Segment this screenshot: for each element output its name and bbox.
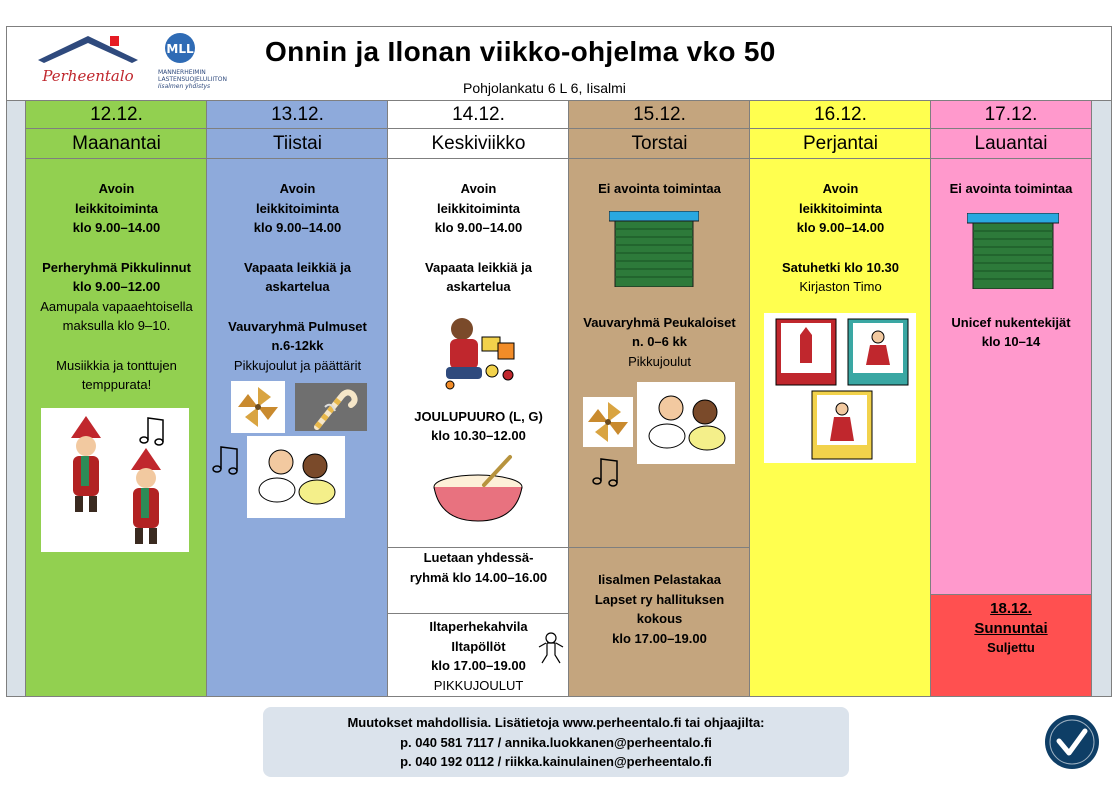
mll-line3: Iisalmen yhdistys	[158, 83, 211, 90]
day-column-tuesday	[206, 101, 388, 696]
contact-footer	[263, 707, 849, 777]
pinwheel-icon	[583, 397, 633, 447]
activity-line: Vapaata leikkiä ja	[244, 259, 351, 275]
day-column-thursday	[568, 101, 750, 696]
activity-line: Vapaata leikkiä ja	[425, 259, 532, 275]
day-date: 17.12.	[931, 101, 1091, 129]
mll-abbr: MLL	[166, 42, 194, 56]
closed-shutter-icon	[967, 213, 1059, 289]
activity-line: leikkitoiminta	[74, 200, 159, 216]
activity-line: Iltaperhekahvila	[429, 619, 528, 634]
sunday-box	[931, 594, 1091, 696]
activity-line: Satuhetki klo 10.30	[781, 259, 900, 275]
activity-line: PIKKUJOULUT	[433, 677, 524, 693]
day-date: 15.12.	[569, 101, 750, 129]
activity-line: Ei avointa toimintaa	[598, 181, 721, 196]
sunday-status: Suljettu	[987, 640, 1035, 655]
day-column-wednesday	[387, 101, 569, 696]
activity-line: maksulla klo 9–10.	[62, 318, 171, 333]
thursday-evening-box	[569, 547, 750, 696]
activity-line: temppurata!	[81, 377, 152, 392]
fairy-tale-cards-picture	[764, 313, 916, 463]
porridge-bowl-picture	[430, 451, 526, 527]
closed-shutter-icon	[609, 211, 699, 287]
day-date: 13.12.	[207, 101, 388, 129]
house-roof-icon	[28, 30, 147, 94]
activity-line: Vauvaryhmä Pulmuset	[228, 318, 367, 334]
day-name: Lauantai	[931, 129, 1091, 159]
music-note-icon	[589, 453, 623, 489]
wednesday-afternoon-box	[388, 547, 569, 614]
activity-line: Ei avointa toimintaa	[949, 181, 1073, 196]
footer-line: Muutokset mahdollisia. Lisätietoja www.perheentalo.fi tai ohjaajilta:	[347, 715, 765, 730]
activity-line: leikkitoiminta	[798, 200, 883, 216]
sunday-date: 18.12.	[990, 600, 1032, 617]
activity-line: Avoin	[822, 181, 859, 196]
activity-line: n.6-12kk	[271, 338, 324, 353]
day-name: Tiistai	[207, 129, 388, 159]
footer-line: p. 040 581 7117 / annika.luokkanen@perheentalo.fi	[400, 734, 712, 750]
activity-line: klo 17.00–19.00	[431, 658, 526, 673]
perheentalo-logo	[28, 30, 147, 94]
activity-line: leikkitoiminta	[436, 200, 521, 216]
activity-line: kokous	[636, 611, 683, 626]
activity-line: Vauvaryhmä Peukaloiset	[583, 314, 736, 330]
day-date: 16.12.	[750, 101, 931, 129]
activity-line: Luetaan yhdessä-	[423, 550, 534, 565]
activity-line: askartelua	[265, 279, 330, 294]
elves-picture	[41, 408, 189, 552]
babies-picture	[247, 436, 345, 518]
mll-line1: MANNERHEIMIN	[158, 69, 206, 76]
day-name: Perjantai	[750, 129, 931, 159]
activity-line: Kirjaston Timo	[799, 279, 882, 294]
activity-line: Iltapöllöt	[451, 638, 506, 654]
activity-line: klo 9.00–14.00	[253, 220, 342, 235]
right-gutter	[1092, 101, 1111, 696]
activity-line: Lapset ry hallituksen	[594, 591, 725, 607]
activity-line: Avoin	[460, 181, 497, 196]
activity-line: ryhmä klo 14.00–16.00	[409, 569, 548, 585]
child-playing-picture	[438, 309, 526, 391]
music-note-icon	[140, 418, 163, 445]
activity-line: klo 17.00–19.00	[612, 630, 707, 646]
day-date: 12.12.	[26, 101, 207, 129]
activity-line: leikkitoiminta	[255, 200, 340, 216]
activity-line: klo 9.00–14.00	[434, 220, 523, 235]
activity-line: Pikkujoulut ja päättärit	[233, 357, 362, 373]
activity-line: klo 10.30–12.00	[431, 428, 526, 443]
activity-line: Musiikkia ja tonttujen	[56, 357, 177, 373]
activity-line: Avoin	[279, 181, 316, 196]
day-column-friday	[749, 101, 931, 696]
activity-line: klo 9.00–14.00	[72, 220, 161, 235]
activity-line: Unicef nukentekijät	[951, 314, 1071, 330]
activity-line: Aamupala vapaaehtoisella	[40, 298, 193, 314]
babies-picture	[637, 382, 735, 464]
left-gutter	[7, 101, 25, 696]
candy-cane-icon	[295, 383, 367, 431]
day-column-saturday	[930, 101, 1092, 696]
sunday-name: Sunnuntai	[974, 619, 1048, 637]
activity-line: klo 9.00–12.00	[72, 279, 161, 294]
footer-line: p. 040 192 0112 / riikka.kainulainen@perheentalo.fi	[400, 754, 712, 769]
activity-line: Avoin	[98, 181, 135, 196]
day-name: Maanantai	[26, 129, 207, 159]
address: Pohjolankatu 6 L 6, Iisalmi	[463, 80, 626, 96]
pinwheel-icon	[231, 381, 285, 433]
activity-line: klo 9.00–14.00	[796, 220, 885, 235]
mll-line2: LASTENSUOJELULIITON	[158, 76, 228, 83]
certification-badge-icon	[1045, 715, 1099, 769]
perheentalo-logo-text: Perheentalo	[42, 67, 134, 85]
day-name: Torstai	[569, 129, 750, 159]
mll-logo	[152, 30, 242, 94]
activity-line: Pikkujoulut	[628, 353, 691, 369]
activity-line: klo 10–14	[981, 334, 1041, 349]
activity-line: JOULUPUURO (L, G)	[414, 408, 543, 424]
day-date: 14.12.	[388, 101, 569, 129]
music-note-icon	[209, 441, 243, 477]
gingerbread-icon	[536, 631, 566, 665]
activity-line: n. 0–6 kk	[632, 334, 687, 349]
activity-line: Iisalmen Pelastakaa	[598, 572, 721, 587]
page-title: Onnin ja Ilonan viikko-ohjelma vko 50	[265, 36, 776, 67]
day-column-monday	[25, 101, 207, 696]
day-name: Keskiviikko	[388, 129, 569, 159]
activity-line: Perheryhmä Pikkulinnut	[42, 259, 191, 275]
activity-line: askartelua	[446, 279, 511, 294]
